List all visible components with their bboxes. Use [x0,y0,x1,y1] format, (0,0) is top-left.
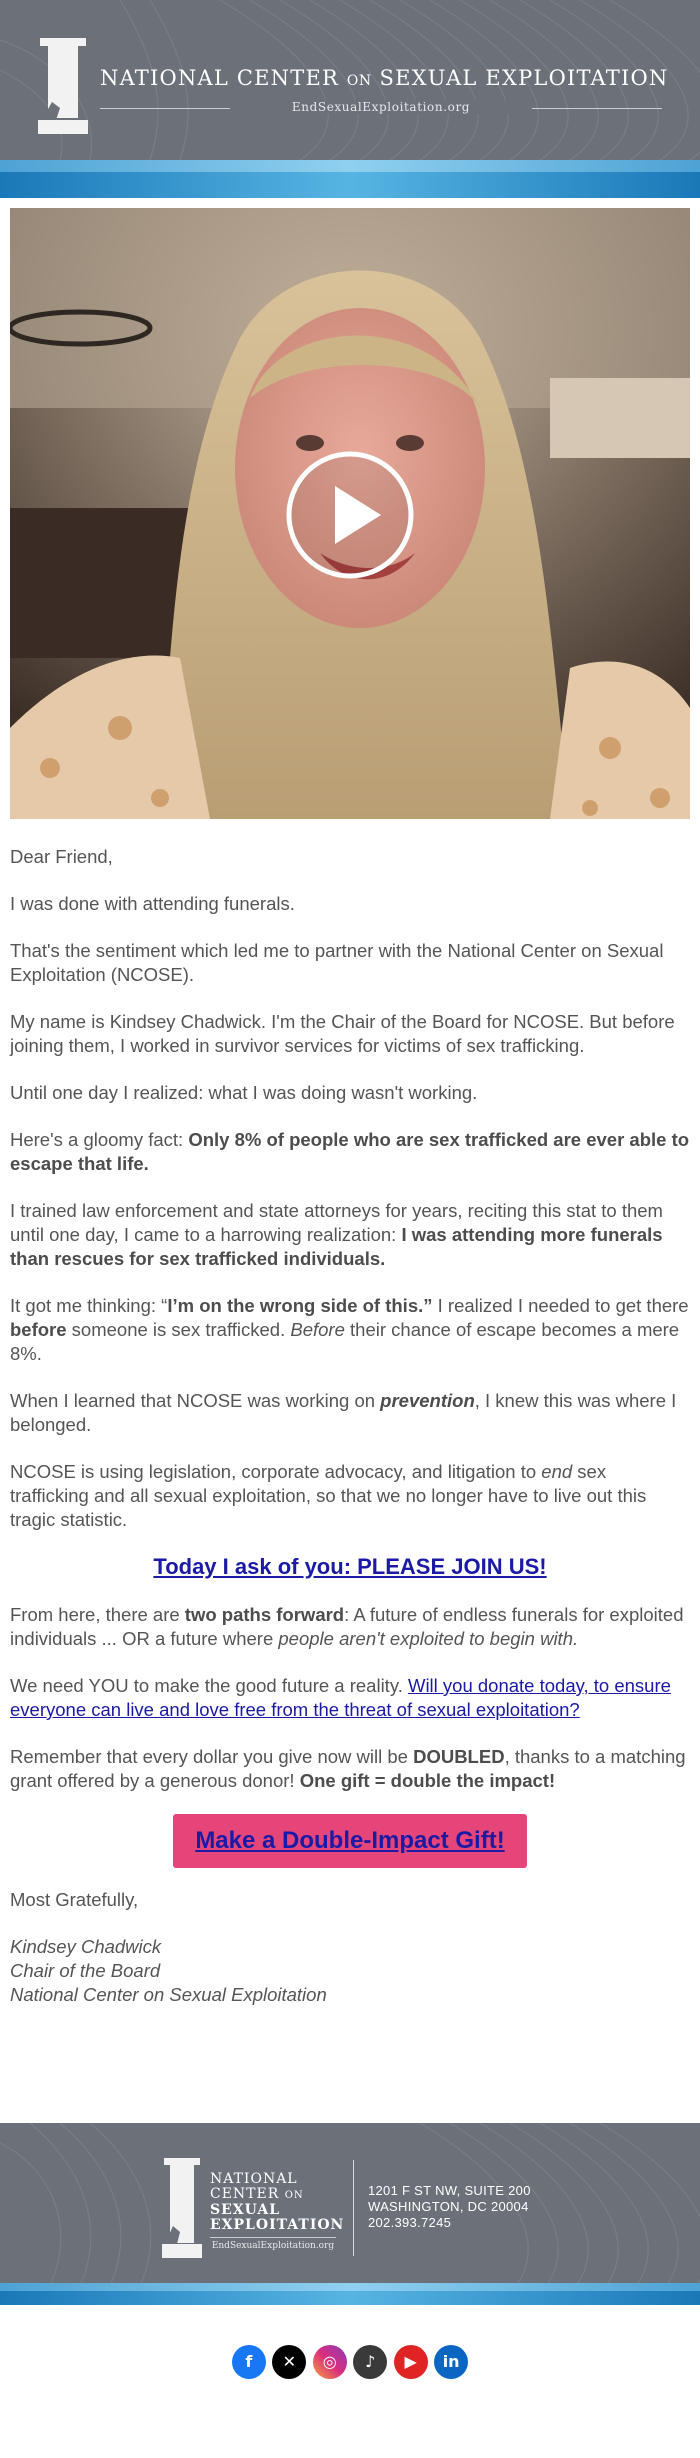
instagram-icon[interactable]: ◎ [313,2345,347,2379]
footer-org-name: NATIONAL CENTER ON SEXUAL EXPLOITATION [210,2171,345,2233]
paragraph: I was done with attending funerals. [10,893,295,914]
x-icon[interactable]: ✕ [272,2345,306,2379]
pillar-logo-icon [38,38,88,134]
footer-wave-pattern [0,2123,700,2303]
paragraph: I trained law enforcement and state attorneys for years, reciting this stat to them until one day, I came to a harrowing realization: I was attending more funerals than rescues for sex trafficked individuals. [10,1200,663,1269]
signature-name: Kindsey Chadwick [10,1936,162,1957]
letter-body [10,845,690,2007]
donate-link[interactable]: Will you donate today, to ensure everyone can live and love free from the threat of sexual exploitation? [10,1675,671,1720]
footer-stripe [0,2283,700,2305]
paragraph: NCOSE is using legislation, corporate advocacy, and litigation to end sex trafficking and all sexual exploitation, so that we no longer have to live out this tragic statistic. [10,1461,647,1530]
footer-website[interactable]: EndSexualExploitation.org [211,2241,335,2251]
donate-button[interactable]: Make a Double-Impact Gift! [173,1814,526,1868]
greeting: Dear Friend, [10,846,113,867]
footer-banner [0,2123,700,2303]
header-stripe [0,160,700,198]
paragraph: Here's a gloomy fact: Only 8% of people who are sex trafficked are ever able to escape that life. [10,1129,690,1174]
footer-phone[interactable]: 202.393.7245 [368,2215,452,2230]
linkedin-icon[interactable]: in [434,2345,468,2379]
paragraph: My name is Kindsey Chadwick. I'm the Chair of the Board for NCOSE. But before joining them, I worked in survivor services for victims of sex trafficking. [10,1011,675,1056]
paragraph: When I learned that NCOSE was working on prevention, I knew this was where I belonged. [10,1390,677,1435]
signature [10,1935,690,2007]
signature-title: Chair of the Board [10,1960,161,1981]
cta-heading [10,1555,690,1579]
youtube-icon[interactable]: ▶ [394,2345,428,2379]
paragraph: Remember that every dollar you give now will be DOUBLED, thanks to a matching grant offered by a generous donor! One gift = double the impact! [10,1746,686,1791]
social-links [0,2345,700,2385]
video-thumbnail[interactable] [10,208,690,819]
tiktok-icon[interactable]: ♪ [353,2345,387,2379]
signature-org: National Center on Sexual Exploitation [10,1984,327,2005]
header-banner [0,0,700,160]
paragraph: That's the sentiment which led me to partner with the National Center on Sexual Exploitation (NCOSE). [10,940,664,985]
footer-address: 1201 F ST NW, SUITE 200 WASHINGTON, DC 20004 202.393.7245 [368,2183,531,2230]
play-icon[interactable] [285,450,415,580]
closing: Most Gratefully, [10,1889,139,1910]
org-name: NATIONAL CENTER ON SEXUAL EXPLOITATION [100,66,669,90]
footer-pillar-logo-icon [162,2158,202,2258]
paragraph: It got me thinking: “I’m on the wrong side of this.” I realized I needed to get there before someone is sex trafficked. Before their chance of escape becomes a mere 8%. [10,1295,689,1364]
footer-divider [353,2160,354,2256]
paragraph: From here, there are two paths forward: A future of endless funerals for exploited individuals ... OR a future where people aren't exploited to begin with. [10,1604,684,1649]
facebook-icon[interactable]: f [232,2345,266,2379]
header-website[interactable]: EndSexualExploitation.org [230,100,532,114]
footer-logo-divider [210,2237,336,2238]
paragraph: Until one day I realized: what I was doing wasn't working. [10,1082,478,1103]
paragraph: We need YOU to make the good future a reality. Will you donate today, to ensure everyone can live and love free from the threat of sexual exploitation? [10,1675,671,1720]
join-us-link[interactable]: Today I ask of you: PLEASE JOIN US! [153,1554,547,1579]
